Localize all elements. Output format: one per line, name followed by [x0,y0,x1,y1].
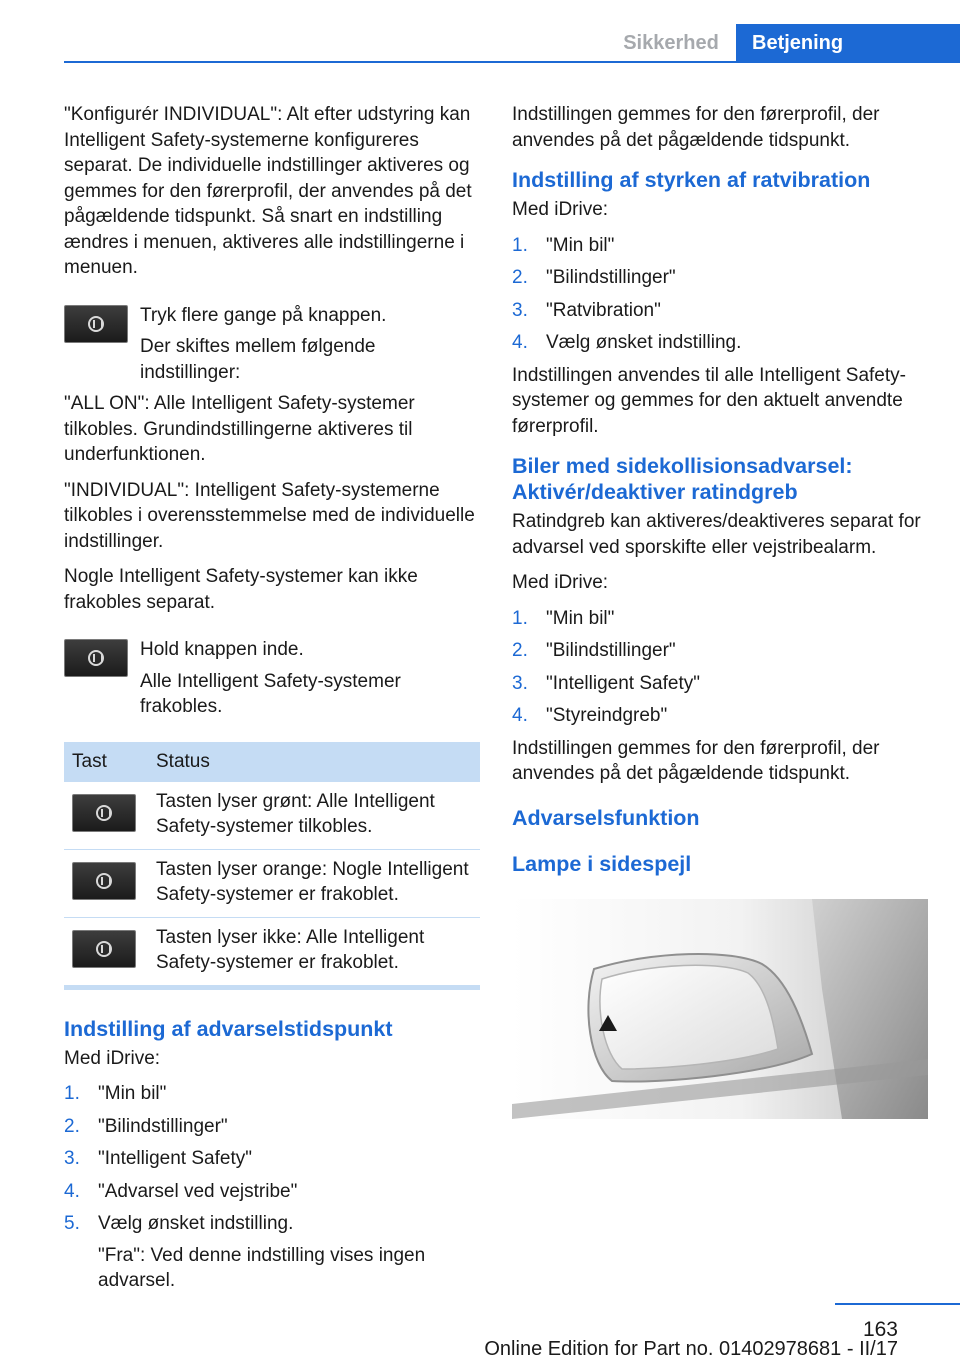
step-number: 4. [64,1180,80,1202]
side-mirror-photo [512,899,928,1119]
table-header-status: Status [148,742,480,782]
hold-button-block [64,637,480,720]
table-row [64,917,480,985]
step-text: "Bilindstillinger" [546,640,676,661]
steps-list-warning-time [64,1081,480,1294]
step-text: "Ratvibration" [546,299,661,321]
step-number: 4. [512,705,528,726]
table-row [64,782,480,850]
step-number: 3. [64,1148,80,1169]
heading-side-collision: Biler med sidekollisionsadvarsel: Aktivér/deaktiver ratindgreb [512,454,853,504]
vibration-result-paragraph: Indstillingen anvendes til alle Intelligent Safety-systemer og gemmes for den aktuelt anvendte førerprofil. [512,364,906,437]
step-text: "Bilindstillinger" [546,267,676,288]
left-column [64,102,480,1301]
hold-instruction: Hold knappen inde. [140,639,304,660]
list-item [512,330,928,356]
safety-button-image [64,639,128,677]
safety-button-image [64,305,128,343]
step-text: "Intelligent Safety" [546,672,700,694]
step-text: Vælg ønsket indstilling. [98,1213,294,1234]
status-table [64,742,480,985]
step-number: 2. [64,1115,80,1137]
step-number: 5. [64,1213,80,1234]
individual-paragraph: "INDIVIDUAL": Intelligent Safety-systemerne tilkobles i overensstemmelse med de individuelle indstillinger. [64,479,475,552]
table-header-row [64,742,480,782]
steps-list-vibration [512,233,928,356]
safety-button-image [72,862,136,900]
list-item [64,1179,480,1205]
tab-betjening[interactable]: Betjening [736,24,960,62]
right-column [512,102,928,1126]
table-header-tast: Tast [64,742,148,782]
safety-button-image [72,794,136,832]
table-row [64,849,480,917]
table-cell-status: Tasten lyser orange: Nogle Intelligent Safety-systemer er frakoblet. [148,849,480,917]
press-button-block [64,303,480,386]
intelligent-safety-icon [88,650,104,666]
page-header [0,0,960,62]
heading-vibration: Indstilling af styrken af ratvibration [512,168,871,192]
page-number: 163 [862,1318,898,1341]
header-rule [64,61,960,63]
some-cannot-paragraph: Nogle Intelligent Safety-systemer kan ikke frakobles separat. [64,566,418,613]
list-item [512,703,928,729]
step-text: "Min bil" [546,607,615,629]
steps-list-steering [512,606,928,729]
tab-sikkerhed[interactable]: Sikkerhed [623,32,719,54]
table-cell-status: Tasten lyser grønt: Alle Intelligent Safety-systemer tilkobles. [148,782,480,850]
all-on-paragraph: "ALL ON": Alle Intelligent Safety-systemer tilkobles. Grundindstillingerne aktiveres til underfunktionen. [64,393,415,465]
heading-mirror-lamp: Lampe i sidespejl [512,851,692,876]
intelligent-safety-icon [96,941,112,957]
step-text: Vælg ønsket indstilling. [546,332,742,353]
step-text: "Bilindstillinger" [98,1115,228,1137]
step-number: 3. [512,299,528,321]
side-collision-description: Ratindgreb kan aktiveres/deaktiveres separat for advarsel ved sporskifte eller vejstribealarm. [512,511,921,558]
step-text: "Min bil" [546,234,615,256]
intelligent-safety-icon [88,316,104,332]
table-cell-tast [64,782,148,850]
list-item [64,1081,480,1107]
list-item [64,1211,480,1294]
step-text: "Styreindgreb" [546,705,668,726]
intelligent-safety-icon [96,873,112,889]
step-number: 1. [64,1083,80,1104]
list-item [512,298,928,324]
list-item [64,1114,480,1140]
heading-warning-time: Indstilling af advarselstidspunkt [64,1016,393,1041]
press-instruction: Tryk flere gange på knappen. [140,304,387,326]
intro-paragraph: "Konfigurér INDIVIDUAL": Alt efter udstyring kan Intelligent Safety-systemerne konfigureres separat. De individuelle indstillinger aktiveres og gemmes for den førerprofil, der anvendes på det pågældende tidspunkt. Så snart en indstilling ændres i menuen, aktiveres alle indstillingerne i menuen. [64,104,472,278]
heading-warning-function: Advarselsfunktion [512,805,700,830]
step-text: "Min bil" [98,1083,167,1104]
edition-note: Online Edition for Part no. 01402978681 - II/17 [484,1338,898,1360]
with-idrive-label: Med iDrive: [512,199,609,220]
table-cell-tast [64,917,148,985]
list-item [512,671,928,697]
step-number: 4. [512,332,528,353]
step-number: 3. [512,672,528,694]
step-number: 1. [512,234,528,256]
step-text: "Advarsel ved vejstribe" [98,1180,298,1202]
list-item [512,265,928,291]
list-item [64,1146,480,1172]
steering-result-paragraph: Indstillingen gemmes for den førerprofil, der anvendes på det pågældende tidspunkt. [512,737,880,784]
press-result: Der skiftes mellem følgende indstillinger: [140,336,376,383]
list-item [512,638,928,664]
right-intro-paragraph: Indstillingen gemmes for den førerprofil, der anvendes på det pågældende tidspunkt. [512,104,880,151]
with-idrive-label: Med iDrive: [512,572,609,593]
list-item [512,233,928,259]
intelligent-safety-icon [96,805,112,821]
mirror-glass [600,965,778,1069]
step-subtext: "Fra": Ved denne indstilling vises ingen advarsel. [98,1244,426,1291]
table-bottom-rule [64,985,480,990]
step-number: 2. [512,267,528,288]
table-cell-tast [64,849,148,917]
safety-button-image [72,930,136,968]
footer-rule [835,1303,960,1305]
with-idrive-label: Med iDrive: [64,1047,161,1069]
step-text: "Intelligent Safety" [98,1148,252,1169]
table-cell-status: Tasten lyser ikke: Alle Intelligent Safety-systemer er frakoblet. [156,926,425,973]
step-number: 2. [512,640,528,661]
hold-result: Alle Intelligent Safety-systemer frakobles. [140,670,401,717]
step-number: 1. [512,607,528,629]
list-item [512,606,928,632]
